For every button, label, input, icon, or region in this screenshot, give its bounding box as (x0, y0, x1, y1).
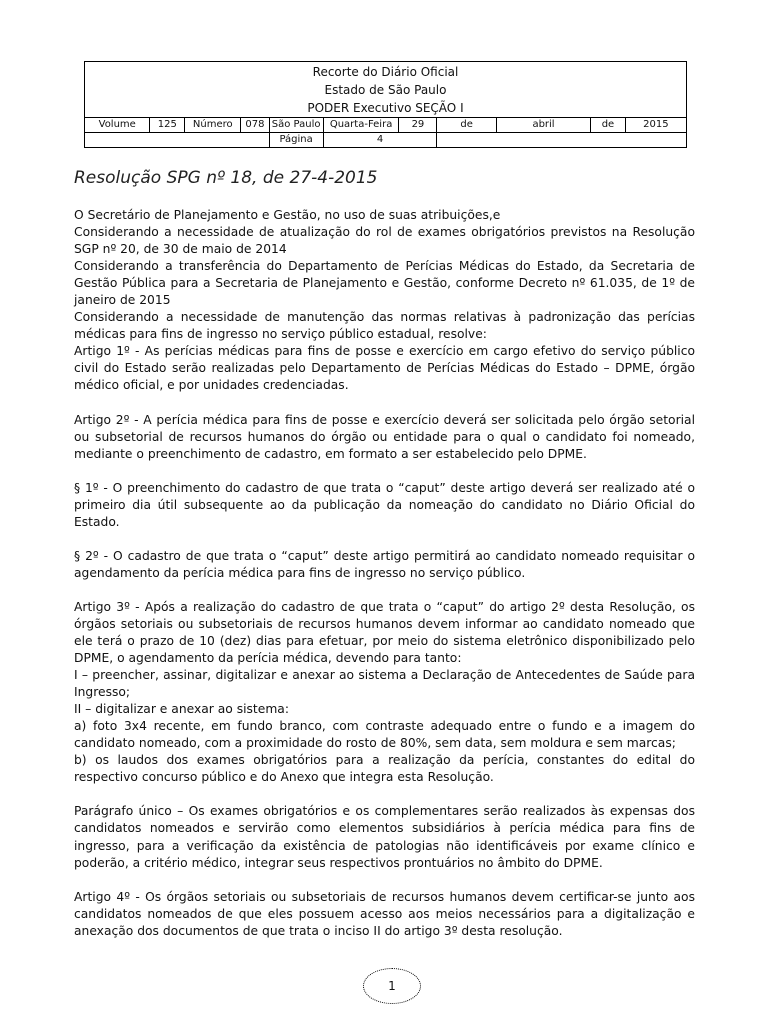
header-line-3: PODER Executivo SEÇÃO I (307, 101, 464, 115)
paragraph-gap (74, 395, 695, 412)
cell-blank-left (85, 133, 269, 148)
paragraph-gap (74, 582, 695, 599)
cell-page-value: 4 (323, 133, 437, 148)
paragraph: Artigo 3º - Após a realização do cadastro de que trata o “caput” do artigo 2º desta Resolução, os órgãos setoriais ou subsetoriais de recursos humanos devem informar ao candidato nomeado que ele terá o prazo de 10 (dez) dias para efetuar, por meio do sistema eletrônico disponibilizado pelo DPME, o agendamento da perícia médica, devendo para tanto: (74, 599, 695, 666)
header-title-block (85, 62, 686, 117)
cell-day: 29 (399, 118, 437, 133)
header-row-date (85, 118, 686, 133)
page-number-badge (363, 968, 421, 1004)
paragraph: Artigo 2º - A perícia médica para fins de posse e exercício deverá ser solicitada pelo órgão setorial ou subsetorial de recursos humanos do órgão ou entidade para o qual o candidato foi nomeado, mediante o preenchimento de cadastro, em formato a ser estabelecido pelo DPME. (74, 412, 695, 461)
cell-blank-right (437, 133, 686, 148)
paragraph: Parágrafo único – Os exames obrigatórios e os complementares serão realizados às expensas dos candidatos nomeados e servirão como elementos subsidiários à perícia médica para fins de ingresso, para a verificação da existência de patologias não identificáveis por exame clínico e poderão, a critério médico, integrar seus respectivos prontuários no âmbito do DPME. (74, 804, 695, 870)
header-line-1: Recorte do Diário Oficial (312, 65, 459, 79)
paragraph: Artigo 4º - Os órgãos setoriais ou subsetoriais de recursos humanos devem certificar-se junto aos candidatos nomeados de que eles possuem acesso aos meios necessários para a digitalização e anexação dos documentos de que trata o inciso II do artigo 3º desta resolução. (74, 889, 695, 938)
resolution-title: Resolução SPG nº 18, de 27-4-2015 (74, 168, 378, 188)
paragraph: Considerando a necessidade de atualização do rol de exames obrigatórios previstos na Resolução SGP nº 20, de 30 de maio de 2014 (74, 225, 695, 257)
cell-volume-label: Volume (85, 118, 150, 133)
paragraph: I – preencher, assinar, digitalizar e anexar ao sistema a Declaração de Antecedentes de Saúde para Ingresso; (74, 668, 695, 700)
cell-number-label: Número (185, 118, 241, 133)
cell-number-value: 078 (241, 118, 269, 133)
cell-year: 2015 (625, 118, 686, 133)
cell-de-2: de (591, 118, 626, 133)
paragraph: II – digitalizar e anexar ao sistema: (74, 702, 289, 717)
paragraph: Considerando a transferência do Departamento de Perícias Médicas do Estado, da Secretaria de Gestão Pública para a Secretaria de Planejamento e Gestão, conforme Decreto nº 61.035, de 1º de janeiro de 2015 (74, 259, 695, 308)
paragraph: § 2º - O cadastro de que trata o “caput” deste artigo permitirá ao candidato nomeado requisitar o agendamento da perícia médica para fins de ingresso no serviço público. (74, 548, 695, 580)
cell-month: abril (496, 118, 590, 133)
paragraph: a) foto 3x4 recente, em fundo branco, com contraste adequado entre o fundo e a imagem do candidato nomeado, com a proximidade do rosto de 80%, sem data, sem moldura e sem marcas; (74, 719, 695, 751)
paragraph-gap (74, 463, 695, 480)
cell-city: São Paulo (269, 118, 323, 133)
clipping-header (84, 61, 687, 148)
paragraph: § 1º - O preenchimento do cadastro de que trata o “caput” deste artigo deverá ser realizado até o primeiro dia útil subsequente ao da publicação da nomeação do candidato no Diário Oficial do Estado. (74, 480, 695, 529)
paragraph-gap (74, 786, 695, 803)
cell-page-label: Página (269, 133, 323, 148)
paragraph: b) os laudos dos exames obrigatórios para a realização da perícia, constantes do edital do respectivo concurso público e do Anexo que integra esta Resolução. (74, 753, 695, 785)
cell-volume-value: 125 (150, 118, 185, 133)
paragraph-gap (74, 531, 695, 548)
cell-weekday: Quarta-Feira (323, 118, 399, 133)
paragraph: Considerando a necessidade de manutenção das normas relativas à padronização das perícias médicas para fins de ingresso no serviço público estadual, resolve: (74, 310, 695, 342)
cell-de-1: de (437, 118, 497, 133)
page-number: 1 (388, 979, 396, 993)
resolution-body (74, 207, 695, 940)
paragraph: Artigo 1º - As perícias médicas para fins de posse e exercício em cargo efetivo do serviço público civil do Estado serão realizadas pelo Departamento de Perícias Médicas do Estado – DPME, órgão médico oficial, e por unidades credenciadas. (74, 344, 695, 393)
paragraph: O Secretário de Planejamento e Gestão, no uso de suas atribuições,e (74, 208, 501, 222)
header-line-2: Estado de São Paulo (324, 83, 447, 97)
paragraph-gap (74, 872, 695, 889)
header-row-page (85, 133, 686, 148)
header-info-table (85, 117, 686, 147)
